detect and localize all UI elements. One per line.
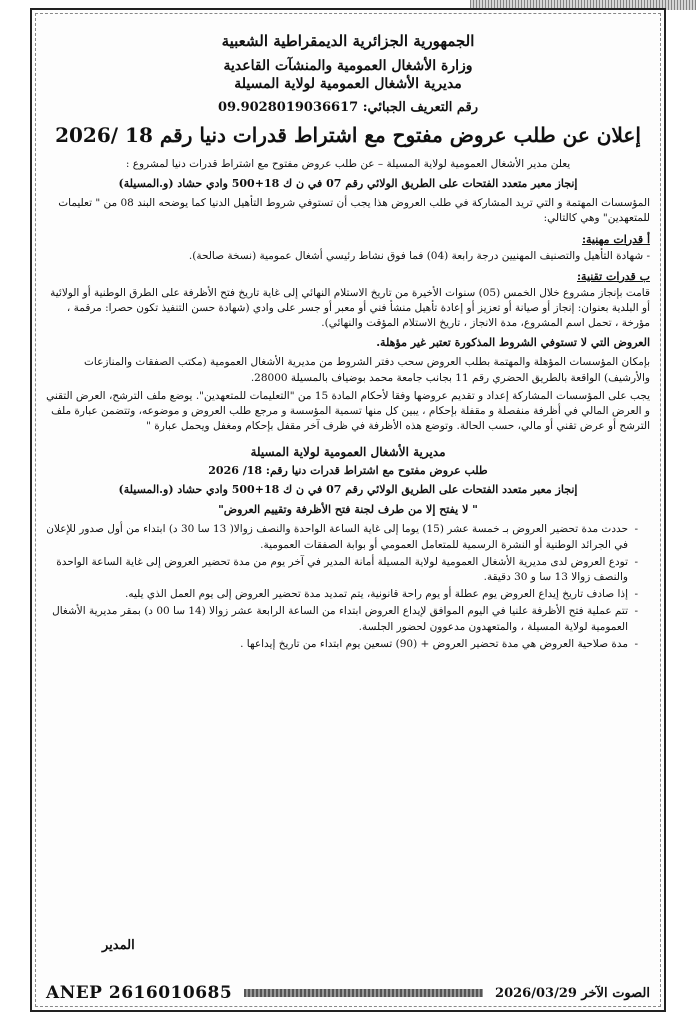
list-item: - إذا صادف تاريخ إيداع العروض يوم عطلة أو يوم راحة قانونية، يتم تمديد مدة تحضير العروض إلى يوم العمل الذي يليه. <box>46 587 638 602</box>
ministry-header: وزارة الأشغال العمومية والمنشآت القاعدية <box>223 58 473 74</box>
eligibility-text: المؤسسات المهتمة و التي تريد المشاركة في طلب العروض هذا يجب أن تستوفي شروط التأهيل الدنيا كما يوضحه البند 08 من " تعليمات للمتعهدين" وهي كالتالي: <box>58 197 650 225</box>
newspaper-date: الصوت الآخر 2026/03/29 <box>495 985 650 1001</box>
footer-divider <box>244 989 483 997</box>
envelope-directorate: مديرية الأشغال العمومية لولاية المسيلة <box>250 444 446 459</box>
section-a-title: أ قدرات مهنية: <box>581 232 650 246</box>
announcement-page <box>30 8 666 1012</box>
director-signature: المدير <box>102 938 135 953</box>
republic-header: الجمهورية الجزائرية الديمقراطية الشعبية <box>221 32 475 50</box>
withdrawal-text: بإمكان المؤسسات المؤهلة والمهتمة بطلب العروض سحب دفتر الشروط من مديرية الأشغال العمومية (مكتب الصفقات والمنازعات والأرشيف) الواقعة بالطريق الحضري رقم 11 بجانب جامعة محمد بوضياف بالمسيلة 28000. <box>84 356 650 384</box>
announcement-title: إعلان عن طلب عروض مفتوح مع اشتراط قدرات دنيا رقم 18 /2026 <box>55 123 641 147</box>
section-a-text: - شهادة التأهيل والتصنيف المهنيين درجة رابعة (04) فما فوق نشاط رئيسي أشغال عمومية (نسخة صالحة). <box>188 249 650 262</box>
envelope-notice: " لا يفتح إلا من طرف لجنة فتح الأظرفة وتقييم العروض" <box>218 503 478 517</box>
anep-reference: ANEP 2616010685 <box>46 983 233 1003</box>
list-item: - حددت مدة تحضير العروض بـ خمسة عشر (15) يوما إلى غاية الساعة الواحدة والنصف زوالا( 13 سا 30 د) ابتداء من أول صدور للإعلان في الجرائد الوطنية أو النشرة الرسمية للمتعامل العمومي أو بوابة الصفقات العمومية. <box>46 522 638 552</box>
section-b-text: قامت بإنجاز مشروع خلال الخمس (05) سنوات الأخيرة من تاريخ الاستلام النهائي إلى غاية تاريخ فتح الأظرفة على الطرق الوطنية أو الولائية أو البلدية بعنوان: إنجاز أو صيانة أو تعزيز أو إعادة تأهيل منشأ فني أو معبر أو جسر على وادي (شهادة حسن التنفيذ تكون حصرا: مرقمة ، مؤرخة ، تحمل اسم المشروع، مدة الانجاز ، تاريخ الاستلام المؤقت والنهائي). <box>50 286 650 330</box>
intro-text: يعلن مدير الأشغال العمومية لولاية المسيلة – عن طلب عروض مفتوح مع اشتراط قدرات دنيا لمشروع : <box>125 158 571 170</box>
directorate-header: مديرية الأشغال العمومية لولاية المسيلة <box>234 76 462 92</box>
list-item: - تتم عملية فتح الأظرفة علنيا في اليوم الموافق لإيداع العروض ابتداء من الساعة الرابعة عشر زوالا (14 سا 00 د) بمقر مديرية الأشغال العمومية لولاية المسيلة ، والمتعهدون مدعوون لحضور الجلسة. <box>46 604 638 634</box>
envelope-tender: طلب عروض مفتوح مع اشتراط قدرات دنيا رقم: 18/ 2026 <box>208 463 488 477</box>
tax-id: رقم التعريف الجبائي: 09.9028019036617 <box>217 100 479 115</box>
list-item: - مدة صلاحية العروض هي مدة تحضير العروض + (90) تسعين يوم ابتداء من تاريخ إيداعها . <box>46 637 638 652</box>
conditions-list <box>46 522 650 652</box>
section-b-title: ب قدرات تقنية: <box>577 269 650 283</box>
submission-text: يجب على المؤسسات المشاركة إعداد و تقديم عروضها وفقا لأحكام المادة 15 من "التعليمات للمتعهدين". يوضع ملف الترشح، العرض التقني و العرض المالي في أظرفة منفصلة و مقفلة بإحكام ، يبين كل منها تسمية المؤسسة و مرجع طلب العروض و موضوعه، وتتضمن عبارة ملف الترشح أو عرض تقني أو مالي، حسب الحالة. وتوضع هذه الأظرفة في ظرف آخر مقفل بإحكام ومغفل ويحمل عبارة " <box>46 389 650 433</box>
document-body <box>46 22 650 654</box>
warning-text: العروض التي لا تستوفي الشروط المذكورة تعتبر غير مؤهلة. <box>376 336 650 350</box>
list-item: - تودع العروض لدى مديرية الأشغال العمومية لولاية المسيلة أمانة المدير في آخر يوم من مدة تحضير العروض إلى غاية الساعة الواحدة والنصف زوالا 13 سا و 30 دقيقة. <box>46 555 638 585</box>
project-name: إنجاز معبر متعدد الفتحات على الطريق الولائي رقم 07 في ن ك 18+500 وادي حشاد (و.المسيلة) <box>118 177 578 191</box>
footer <box>32 980 664 1006</box>
envelope-project: إنجاز معبر متعدد الفتحات على الطريق الولائي رقم 07 في ن ك 18+500 وادي حشاد (و.المسيلة) <box>118 483 578 497</box>
